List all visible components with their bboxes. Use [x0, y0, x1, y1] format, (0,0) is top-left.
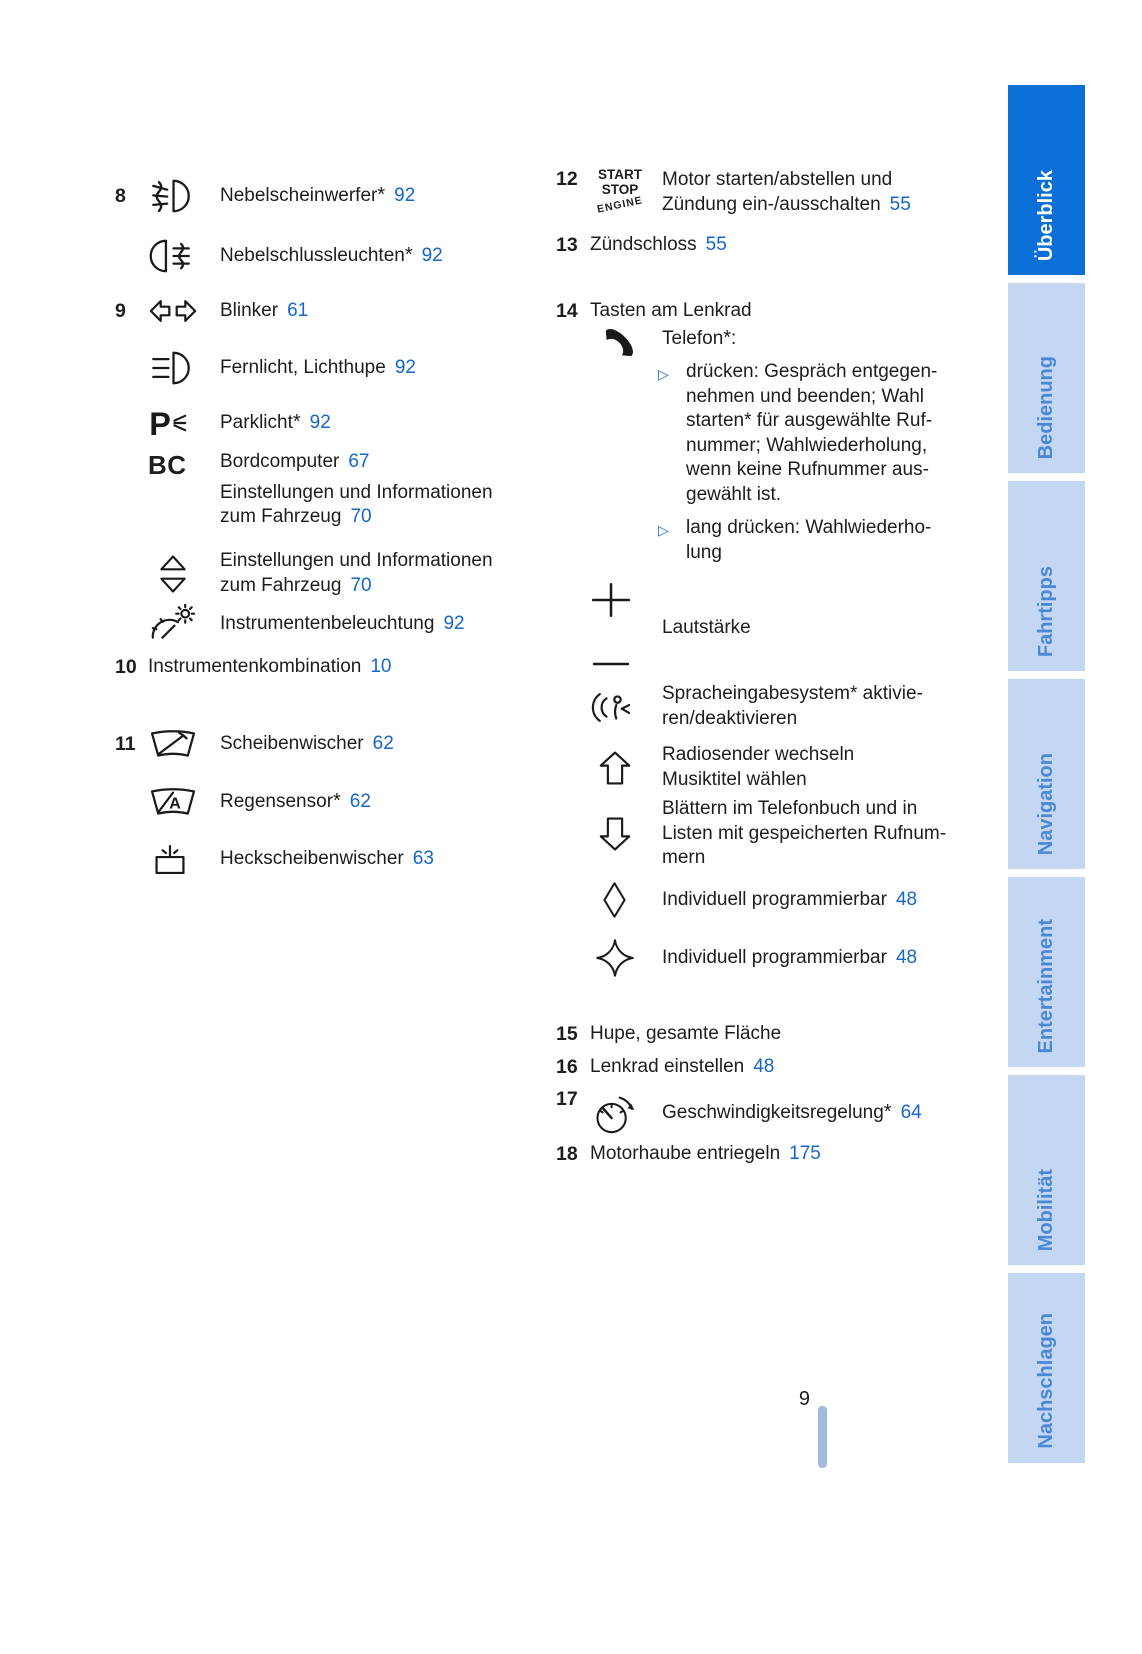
item-number: 13 — [556, 233, 578, 256]
page-position-marker — [818, 1406, 827, 1468]
tab-entertainment[interactable] — [1008, 877, 1085, 1067]
tab-label: Mobilität — [1035, 1168, 1057, 1251]
item-label: Nebelschlussleuchten — [220, 245, 405, 267]
rear-fog-light-icon — [148, 237, 220, 275]
row-instrumentenkombination — [115, 654, 545, 680]
page-ref[interactable]: 92 — [394, 185, 416, 207]
tab-ueberblick[interactable] — [1008, 85, 1085, 275]
item-label: Hupe, gesamte Fläche — [590, 1022, 782, 1044]
item-label: Motorhaube entriegeln — [590, 1142, 781, 1164]
page-ref[interactable]: 10 — [370, 655, 392, 677]
bullet-long-press: ▷ lang drücken: Wahlwiederho- lung — [658, 517, 932, 563]
row-blaettern: Blättern im Telefonbuch und in Listen mit gespeicherten Rufnum- mern — [556, 794, 1016, 874]
volume-minus-icon — [590, 652, 632, 674]
item-number: 11 — [115, 732, 136, 755]
page-ref[interactable]: 55 — [705, 233, 727, 255]
page-ref[interactable]: 70 — [350, 506, 372, 528]
item-label: Bordcomputer — [220, 451, 340, 472]
page-ref[interactable]: 48 — [895, 888, 918, 910]
page-ref[interactable]: 62 — [349, 791, 371, 813]
item-label: Motor starten/abstellen und — [662, 169, 893, 190]
item-label: Instrumentenbeleuchtung — [220, 612, 435, 634]
item-label: Lautstärke — [662, 616, 751, 638]
page-ref[interactable]: 70 — [350, 575, 372, 596]
item-label: Blinker — [220, 299, 279, 321]
item-number: 12 — [556, 168, 578, 190]
item-label: Regensensor — [220, 791, 334, 813]
row-nebelscheinwerfer — [115, 168, 545, 224]
row-programmierbar-2 — [556, 930, 1016, 986]
row-programmierbar-1 — [556, 874, 1016, 926]
item-label: Geschwindigkeitsregelung — [662, 1102, 884, 1124]
item-label: Nebelscheinwerfer — [220, 185, 378, 207]
item-number: 15 — [556, 1022, 578, 1045]
volume-plus-icon — [590, 582, 632, 624]
instrument-lighting-icon — [148, 604, 220, 645]
bc-icon: BC — [148, 450, 187, 480]
item-label: Telefon — [662, 328, 724, 349]
row-geschwindigkeitsregelung — [556, 1086, 1016, 1140]
row-heckscheibenwischer — [115, 830, 545, 888]
item-label: Individuell programmierbar — [662, 946, 887, 968]
item-label: Individuell programmierbar — [662, 888, 887, 910]
page-ref[interactable]: 48 — [753, 1055, 775, 1077]
page-ref[interactable]: 67 — [348, 451, 370, 472]
tab-label: Navigation — [1035, 752, 1057, 855]
front-fog-light-icon — [148, 177, 220, 215]
row-motor-start — [556, 168, 1016, 217]
tab-label: Nachschlagen — [1035, 1313, 1057, 1449]
tab-label: Entertainment — [1035, 918, 1057, 1053]
row-tasten-am-lenkrad — [556, 298, 1016, 324]
tab-nachschlagen[interactable] — [1008, 1273, 1085, 1463]
page-ref[interactable]: 55 — [889, 193, 911, 215]
row-regensensor — [115, 776, 545, 828]
cruise-control-icon — [590, 1092, 662, 1135]
diamond-icon — [590, 881, 662, 919]
item-label: Scheibenwischer — [220, 732, 364, 754]
item-label-suffix: : — [731, 328, 737, 349]
turn-signal-icon — [148, 295, 220, 327]
row-scheibenwischer — [115, 716, 545, 772]
tab-bedienung[interactable] — [1008, 283, 1085, 473]
start-stop-engine-icon: START STOP ENGINE — [596, 167, 644, 216]
row-fernlicht — [115, 342, 545, 394]
page-ref[interactable]: 92 — [443, 612, 465, 634]
item-number: 9 — [115, 299, 126, 322]
tab-label: Fahrtipps — [1035, 565, 1057, 657]
item-label: Instrumentenkombination — [148, 655, 362, 677]
asterisk: * — [404, 244, 413, 267]
item-label: Zündung ein-/ausschalten — [662, 193, 881, 215]
item-label: Heckscheibenwischer — [220, 847, 404, 869]
bullet-press: ▷ drücken: Gespräch entgegen- nehmen und beenden; Wahl starten* für ausgewählte Ruf- nummer; Wahlwiederholung, wenn keine Rufnummer aus- gewählt ist. — [658, 361, 938, 505]
item-label: Tasten am Lenkrad — [590, 299, 752, 321]
page-ref[interactable]: 92 — [394, 356, 416, 378]
item-number: 14 — [556, 299, 578, 322]
parking-light-icon — [148, 405, 220, 441]
phone-icon — [590, 322, 662, 370]
page-ref[interactable]: 63 — [412, 847, 434, 869]
row-hupe — [556, 1021, 1016, 1047]
arrow-down-icon — [590, 816, 662, 852]
rain-sensor-icon — [148, 784, 220, 821]
row-lautstaerke — [556, 578, 1016, 678]
row-parklicht — [115, 398, 545, 448]
asterisk: * — [292, 411, 301, 434]
item-number: 17 — [556, 1088, 578, 1110]
tab-label: Überblick — [1035, 169, 1057, 261]
item-number: 10 — [115, 655, 137, 678]
item-label: zum Fahrzeug — [220, 506, 342, 528]
high-beam-icon — [148, 349, 220, 387]
arrow-up-icon — [590, 750, 662, 786]
row-motorhaube — [556, 1141, 1016, 1167]
asterisk: * — [883, 1101, 892, 1124]
row-spracheingabe: Spracheingabesystem* aktivie- ren/deaktivieren — [556, 678, 1016, 736]
windshield-wiper-icon — [148, 726, 220, 763]
item-label: Einstellungen und Informationen — [220, 481, 493, 503]
triangle-bullet-icon: ▷ — [658, 522, 669, 538]
tab-fahrtipps[interactable] — [1008, 481, 1085, 671]
tab-label: Bedienung — [1035, 355, 1057, 459]
triangle-bullet-icon: ▷ — [658, 366, 669, 382]
row-radiosender: Radiosender wechseln Musiktitel wählen — [556, 740, 1016, 796]
item-number: 16 — [556, 1055, 578, 1078]
up-down-triangle-icon — [148, 554, 220, 594]
page-ref[interactable]: 64 — [900, 1102, 922, 1124]
page-ref[interactable]: 175 — [789, 1142, 821, 1164]
item-label: Lenkrad einstellen — [590, 1055, 745, 1077]
row-blinker — [115, 286, 545, 336]
tab-mobilitaet[interactable] — [1008, 1075, 1085, 1265]
page-ref[interactable]: 62 — [372, 732, 394, 754]
item-label: Fernlicht, Lichthupe — [220, 356, 386, 378]
page-ref[interactable]: 92 — [421, 245, 443, 267]
row-instrumentenbeleuchtung — [115, 598, 545, 650]
item-label: Einstellungen und Informationen — [220, 550, 493, 572]
page-number: 9 — [798, 1388, 810, 1410]
asterisk: * — [333, 790, 341, 813]
rear-wiper-icon — [148, 841, 220, 878]
item-label: zum Fahrzeug — [220, 575, 342, 596]
item-number: 18 — [556, 1142, 578, 1165]
asterisk: * — [723, 327, 732, 349]
svg-text:P: P — [149, 406, 171, 441]
row-lenkrad — [556, 1054, 1016, 1080]
page-ref[interactable]: 61 — [287, 299, 309, 321]
row-zuendschloss — [556, 232, 1016, 258]
asterisk: * — [377, 184, 386, 207]
voice-control-icon — [590, 688, 662, 727]
item-number: 8 — [115, 184, 126, 207]
item-label: Parklicht — [220, 412, 293, 434]
page-ref[interactable]: 92 — [309, 412, 331, 434]
svg-text:A: A — [169, 794, 181, 813]
page-ref[interactable]: 48 — [895, 946, 918, 968]
row-bordcomputer — [115, 450, 545, 530]
row-nebelschlussleuchten — [115, 230, 545, 282]
item-label: Zündschloss — [590, 233, 697, 255]
four-point-star-icon — [590, 938, 662, 978]
tab-navigation[interactable] — [1008, 679, 1085, 869]
